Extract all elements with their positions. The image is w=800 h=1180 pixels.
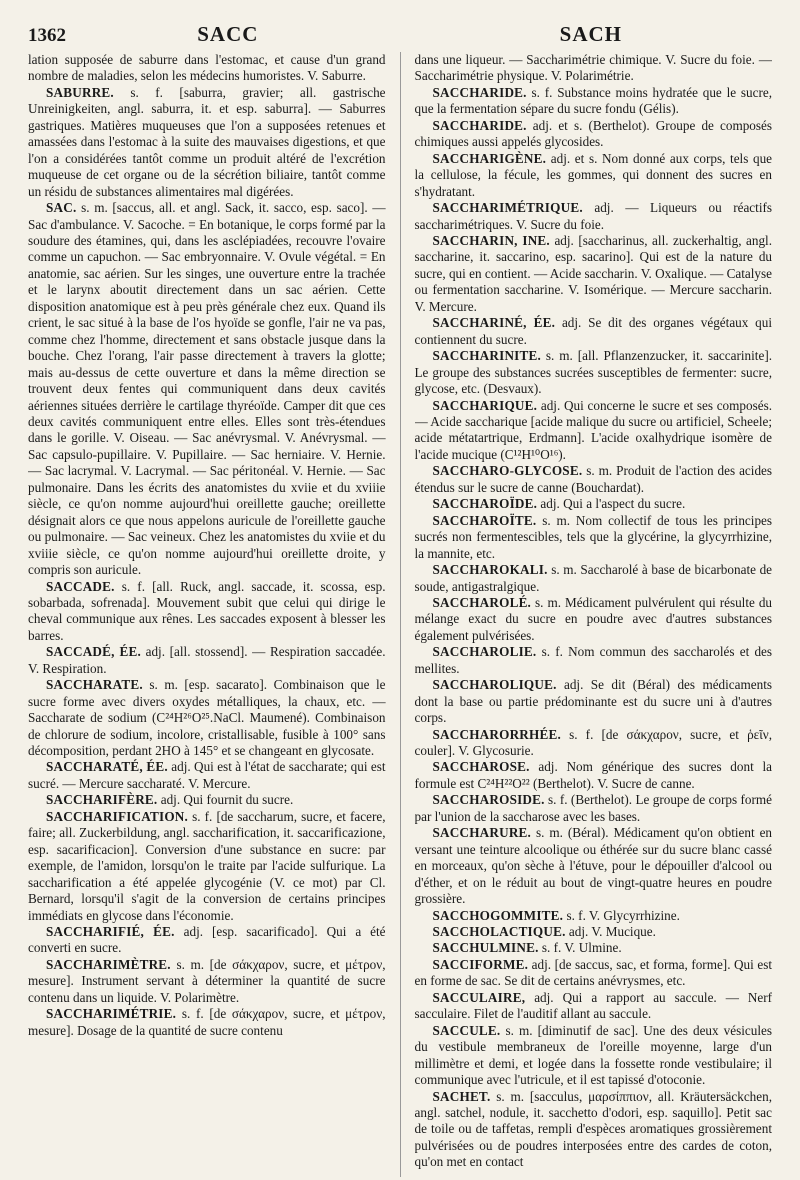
entry-headword: SACCHARATÉ, ÉE. (46, 759, 168, 775)
dictionary-entry (415, 85, 773, 118)
dictionary-entry (28, 957, 386, 1006)
entry-headword: SACCHARIN, INE. (432, 232, 550, 248)
entry-definition: s. f. [saburra, gravier; all. gastrische Unreinigkeiten, angl. saburra, it. et esp. saburra]. — Saburres gastriques. Matières muqueuses que l'on a supposées retenues et amassées dans l'estomac à la suite des mauvaises digestions, et que l'on a considérées tantôt comme un produit altéré de l'excrétion muqueuse de cet organe ou de la sécrétion biliaire, tantôt comme un résidu de substances alimentaires mal digérées. (28, 84, 386, 199)
dictionary-entry (415, 200, 773, 233)
entry-definition: s. f. V. Ulmine. (541, 940, 622, 956)
entry-definition: s. f. Nom commun des saccharolés et des mellites. (414, 644, 773, 676)
entry-definition: s. f. Substance moins hydratée que le sucre, que la fermentation sépare du sucre fondu (Gélis). (414, 84, 773, 117)
entry-headword: SACCHARIDE. (432, 84, 527, 100)
entry-definition: s. m. [diminutif de sac]. Une des deux vésicules du vestibule membraneux de l'oreille moyenne, large d'un millimètre et demi, et logée dans la fossette ronde vestibulaire; il communique avec l'utricule, et il est tapissé d'otoconie. (414, 1022, 773, 1088)
page-number: 1362 (28, 25, 66, 46)
entry-definition: adj. Se dit (Béral) des médicaments dont la base ou partie prédominante est du sucre uni à d'autres corps. (414, 677, 773, 726)
dictionary-entry (28, 85, 386, 200)
entry-headword: SACCHAROÏTE. (432, 512, 537, 528)
dictionary-entry (415, 595, 773, 644)
entry-definition: adj. et s. Nom donné aux corps, tels que la cellulose, la fécule, les gommes, qui donnent des sucres en s'hydratant. (414, 150, 773, 199)
entry-definition: adj. Qui a rapport au saccule. — Nerf sacculaire. Filet de l'auditif allant au saccule. (414, 989, 773, 1022)
entry-definition: s. m. [sacculus, μαρσίππιον, all. Kräutersäckchen, angl. satchel, nodule, it. sacchetto d'odori, esp. saquillo]. Petit sac de toile ou de taffetas, rempli d'espèces aromatiques grossièrement pulvérisées ou de poudres interposées entre des cardes de coton, qu'on met en contact (414, 1088, 773, 1170)
entry-definition: s. m. [de σάκχαρον, sucre, et μέτρον, mesure]. Instrument servant à déterminer la quantité de sucre contenu dans un liquide. V. Polarimètre. (28, 956, 386, 1005)
entry-headword: SACCHAROLIQUE. (432, 677, 557, 693)
entry-headword: SACCHAROSE. (432, 759, 530, 775)
dictionary-entry (415, 1023, 773, 1089)
entry-headword: SACCHARO-GLYCOSE. (432, 463, 583, 479)
dictionary-entry (28, 677, 386, 759)
entry-headword: SACCADÉ, ÉE. (46, 644, 141, 660)
entry-definition: s. m. [esp. sacarato]. Combinaison que le sucre forme avec divers oxydes métalliques, la chaux, etc. — Saccharate de sodium (C²⁴H²⁶O²⁵.NaCl. Maumené). Combinaison de chlorure de sodium, incolore, cristallisable, fusible à 100° sans décomposition, perdant 2HO à 145° et se changeant en glycosate. (28, 677, 386, 759)
dictionary-entry (415, 727, 773, 760)
entry-definition: adj. V. Mucique. (568, 924, 656, 940)
entry-headword: SACCHARIFIÉ, ÉE. (46, 924, 175, 940)
dictionary-entry (415, 940, 773, 956)
entry-definition: s. f. [de σάκχαρον, sucre, et ῥεῖν, couler]. V. Glycosurie. (414, 726, 773, 759)
entry-headword: SACCIFORME. (432, 956, 529, 972)
entry-definition: adj. Qui fournit du sucre. (160, 792, 294, 808)
entry-definition: s. f. [de σάκχαρον, sucre, et μέτρον, mesure]. Dosage de la quantité de sucre contenu (28, 1006, 386, 1038)
entry-headword: SAC. (46, 200, 77, 216)
dictionary-entry (415, 1089, 773, 1171)
dictionary-entry (415, 825, 773, 907)
entry-definition: adj. Qui concerne le sucre et ses composés. — Acide saccharique [acide malique du sucre ou artificiel, Scheele; acide métatartrique, Erdmann]. L'acide oxalhydrique isomère de l'acide mucique (C¹²H¹⁰O¹⁶). (414, 397, 773, 462)
dictionary-entry (415, 792, 773, 825)
entry-headword: SACCHARIMÉTRIQUE. (432, 200, 583, 216)
dictionary-entry (415, 644, 773, 677)
dictionary-entry (28, 759, 386, 792)
entry-headword: SABURRE. (46, 84, 114, 100)
entry-headword: SACCHARIGÈNE. (432, 150, 547, 166)
entry-definition: s. m. Nom collectif de tous les principes sucrés non fermentescibles, tels que la glycérine, la glycyrrhizine, la mannite, etc. (414, 512, 773, 561)
entry-definition: s. m. [all. Pflanzenzucker, it. saccarinite]. Le groupe des substances sucrées susceptibles de fermenter: sucre, glycose, etc. (Desvaux). (414, 348, 773, 397)
entry-headword: SACCHARORRHÉE. (432, 726, 561, 742)
entry-definition: adj. Se dit des organes végétaux qui contiennent du sucre. (414, 315, 773, 347)
entry-headword: SACCHARATE. (46, 677, 143, 693)
entry-definition: adj. [de saccus, sac, et forma, forme]. Qui est en forme de sac. Se dit de certains anévrysmes, etc. (414, 956, 773, 989)
entry-headword: SACCHULMINE. (432, 940, 539, 956)
dictionary-entry (415, 52, 773, 85)
left-running-head: SACC (197, 22, 259, 46)
entry-definition: adj. [saccharinus, all. zuckerhaltig, angl. saccharine, it. saccarino, esp. sacarino]. Qui est de la nature du sucre, qui en contient. — Acide saccharin. V. Oxalique. — Catalyse ou fermentation saccharine. V. Isomérique. — Mercure saccharin. V. Mercure. (414, 232, 773, 314)
dictionary-entry (415, 151, 773, 200)
entry-definition: s. m. Médicament pulvérulent qui résulte du mélange exact du sucre en poudre avec d'autres substances également pulvérisées. (414, 594, 773, 643)
entry-headword: SACCHARIQUE. (432, 397, 538, 413)
dictionary-entry (415, 513, 773, 562)
dictionary-entry (415, 118, 773, 151)
entry-headword: SACCHAROSIDE. (432, 792, 545, 808)
entry-definition: dans une liqueur. — Saccharimétrie chimique. V. Sucre du foie. — Saccharimétrie physique. V. Polarimétrie. (414, 52, 773, 84)
entry-definition: s. f. [all. Ruck, angl. saccade, it. scossa, esp. sobarbada, sofrenada]. Mouvement subit que celui qui dirige le cheval communique aux rênes. Les saccades exposent à blesser les barres. (28, 578, 386, 643)
entry-definition: adj. Nom générique des sucres dont la formule est C²⁴H²²O²² (Berthelot). V. Sucre de canne. (414, 759, 773, 791)
dictionary-entry (28, 924, 386, 957)
dictionary-entry (415, 759, 773, 792)
dictionary-entry (415, 496, 773, 512)
running-header (28, 22, 772, 52)
dictionary-entry (415, 398, 773, 464)
dictionary-entry (415, 233, 773, 315)
entry-definition: s. m. (Béral). Médicament qu'on obtient en versant une teinture alcoolique ou éthérée sur du sucre blanc cassé en morceaux, qu'on sèche à l'étuve, pour le dépouiller d'alcool ou d'éther, et on le réduit au bout de vingt-quatre heures en poudre grossière. (414, 825, 773, 907)
entry-headword: SACCHARURE. (432, 825, 532, 841)
text-columns (28, 52, 772, 1177)
left-column (28, 52, 386, 1177)
dictionary-entry (28, 52, 386, 85)
dictionary-entry (415, 924, 773, 940)
entry-definition: s. m. Produit de l'action des acides étendus sur le sucre de canne (Bouchardat). (414, 463, 773, 495)
entry-headword: SACCHAROLIE. (432, 644, 537, 660)
entry-definition: s. f. [de saccharum, sucre, et facere, faire; all. Zuckerbildung, angl. saccharification, it. saccarificazione, esp. sacarificacion]. Conversion d'une substance en sucre: par exemple, de l'amidon, lorsqu'on le traite par l'acide sulfurique. La saccharification a été appelée glycogénie (V. ce mot) par Cl. Bernard, lorsqu'il s'agit de la conversion de certains principes immédiats en glycose dans l'économie. (28, 808, 386, 923)
entry-definition: s. m. [saccus, all. et angl. Sack, it. sacco, esp. saco]. — Sac d'ambulance. V. Sacoche. = En botanique, le corps formé par la soudure des étamines, qui, dans les asclépiadées, recouvre l'ovaire comme un capuchon. — Sac embryonnaire. V. Ovule végétal. = En anatomie, sac aérien. Sur les singes, une ouverture entre la trachée et le larynx aboutit directement dans un sac aérien. Cette disposition anatomique est à peu près générale chez eux. Quand ils crient, le sac situé à la base de l'os hyoïde se gonfle, l'air ne va pas, comme chez l'homme, directement et sans obstacle jusque dans la bouche. Chez l'orang, l'air passe directement à travers la glotte; mais au-dessus de cette ouverture et dans la même direction se trouvent deux fentes qui communiquent dans deux cavités aériennes situées derrière le cartilage thyréoïde. Camper dit que ces deux cavités communiquent entre elles. Elles sont très-étendues dans le gorille. V. Oiseau. — Sac anévrysmal. V. Anévrysmal. — Sac capsulo-pupillaire. V. Pupillaire. — Sac herniaire. V. Hernie. — Sac lacrymal. V. Lacrymal. — Sac péritonéal. V. Hernie. — Sac pulmonaire. Dans les écrits des anatomistes du xviie et du xviiie siècle, ce qu'on nomme aujourd'hui oreillette gauche; oreillette désignait alors ce que nous appelons auricule de l'oreillette gauche ou pulmonaire. — Sac veineux. Chez les anatomistes du xviie et du xviiie siècle, ce qu'on nomme aujourd'hui oreillette droite, y compris son auricule. (28, 200, 386, 578)
entry-definition: adj. — Liqueurs ou réactifs saccharimétriques. V. Sucre du foie. (414, 200, 773, 232)
entry-definition: s. f. V. Glycyrrhizine. (566, 907, 680, 923)
entry-headword: SACHET. (432, 1088, 491, 1104)
dictionary-entry (415, 677, 773, 726)
entry-headword: SACCULAIRE, (432, 989, 526, 1005)
entry-definition: s. m. Saccharolé à base de bicarbonate de soude, antigastralgique. (414, 562, 773, 594)
column-divider (400, 52, 401, 1177)
entry-headword: SACCADE. (46, 578, 115, 594)
dictionary-entry (415, 908, 773, 924)
entry-headword: SACCHARINITE. (432, 348, 541, 364)
entry-definition: adj. [all. stossend]. — Respiration saccadée. V. Respiration. (28, 644, 386, 676)
entry-headword: SACCHARIFICATION. (46, 808, 189, 824)
entry-definition: adj. et s. (Berthelot). Groupe de composés chimiques aussi appelés glycosides. (414, 117, 773, 150)
entry-headword: SACCHARIMÈTRE. (46, 956, 171, 972)
entry-headword: SACCHOGOMMITE. (432, 907, 564, 923)
dictionary-entry (28, 579, 386, 645)
entry-headword: SACCHAROÏDE. (432, 496, 538, 512)
entry-headword: SACCHARIDE. (432, 117, 527, 133)
entry-headword: SACCHARINÉ, ÉE. (432, 315, 556, 331)
right-running-head: SACH (559, 22, 622, 46)
dictionary-entry (415, 990, 773, 1023)
entry-headword: SACCHARIFÈRE. (46, 792, 158, 808)
entry-headword: SACCHARIMÉTRIE. (46, 1006, 177, 1022)
dictionary-entry (415, 957, 773, 990)
entry-headword: SACCHAROLÉ. (432, 594, 532, 610)
entry-headword: SACCHOLACTIQUE. (432, 924, 566, 940)
dictionary-entry (415, 315, 773, 348)
entry-definition: adj. Qui est à l'état de saccharate; qui est sucré. — Mercure saccharaté. V. Mercure. (28, 759, 386, 791)
dictionary-entry (415, 562, 773, 595)
dictionary-entry (415, 348, 773, 397)
right-column (415, 52, 773, 1177)
dictionary-entry (28, 644, 386, 677)
entry-definition: adj. Qui a l'aspect du sucre. (540, 496, 686, 512)
entry-definition: lation supposée de saburre dans l'estomac, et cause d'un grand nombre de maladies, selon les médecins humoristes. V. Saburre. (28, 52, 386, 84)
dictionary-entry (28, 792, 386, 808)
dictionary-entry (415, 463, 773, 496)
entry-headword: SACCULE. (432, 1022, 501, 1038)
entry-headword: SACCHAROKALI. (432, 562, 548, 578)
entry-definition: s. f. (Berthelot). Le groupe de corps formé par l'union de la saccharose avec les bases. (414, 792, 773, 824)
dictionary-entry (28, 1006, 386, 1039)
dictionary-entry (28, 200, 386, 578)
dictionary-entry (28, 809, 386, 924)
entry-definition: adj. [esp. sacarificado]. Qui a été converti en sucre. (28, 924, 386, 956)
